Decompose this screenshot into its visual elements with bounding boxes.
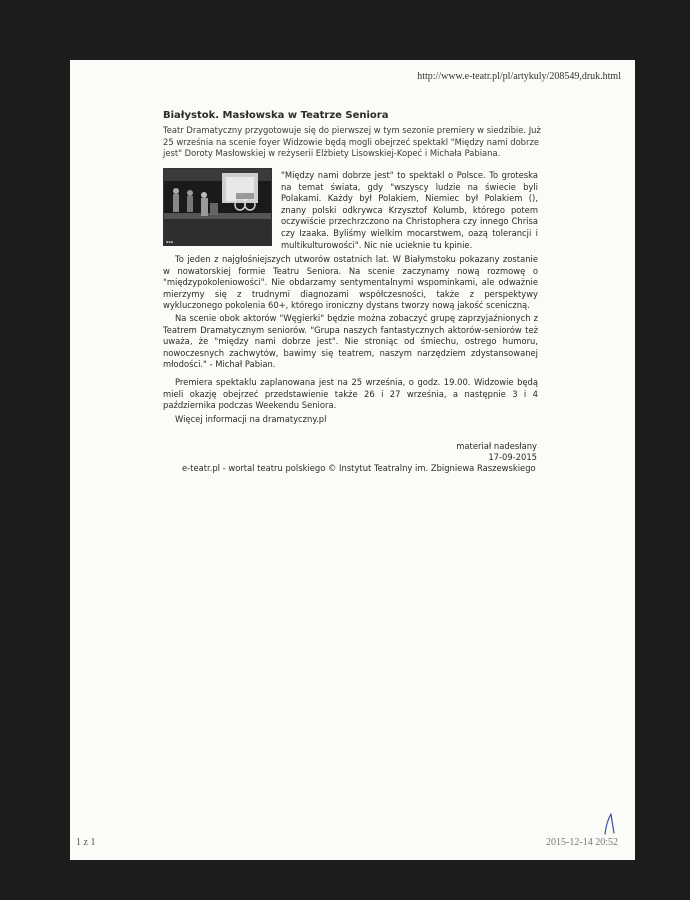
photo-caption: ▪▪▪ bbox=[166, 240, 174, 244]
source-label: materiał nadesłany bbox=[456, 441, 537, 451]
article-date: 17-09-2015 bbox=[488, 451, 537, 462]
article-paragraph: Na scenie obok aktorów "Węgierki" będzie można zobaczyć grupę zaprzyjaźnionych z Teatrem Dramatycznym seniorów. "Grupa naszych fantastycznych aktorów-seniorów też uważa, że "między nami dobrze jest". Nie stroniąc od śmiechu, ostrego humoru, nowoczesnych zachwytów, bawimy się teatrem, naszym narzędziem zdystansowanej młodości." - Michał Pabian. bbox=[163, 313, 538, 370]
article-paragraph: "Między nami dobrze jest" to spektakl o Polsce. To groteska na temat świata, gdy "wszyscy ludzie na świecie byli Polakami. Każdy był Polakiem, Niemiec był Polakiem (), znany polski odkrywca Krzysztof Kolumb, którego potem oczywiście przechrzczono na Christophera czy innego Chrisa czy Izaaka. Byliśmy wielkim mocarstwem, oazą tolerancji i multikulturowości". Nic nie ucieknie tu kpinie. bbox=[281, 170, 538, 250]
article-photo bbox=[163, 168, 272, 246]
article-paragraph: Premiera spektaklu zaplanowana jest na 25 września, o godz. 19.00. Widzowie będą mieli okazję obejrzeć przedstawienie także 26 i 27 września, a następnie 3 i 4 października podczas Weekendu Seniora. bbox=[163, 377, 538, 411]
handwritten-mark-icon bbox=[602, 812, 616, 836]
more-info-link[interactable]: Więcej informacji na dramatyczny.pl bbox=[175, 414, 327, 424]
page-number: 1 z 1 bbox=[76, 837, 96, 848]
page-footer: e-teatr.pl - wortal teatru polskiego © Instytut Teatralny im. Zbigniewa Raszewskiego bbox=[182, 463, 536, 473]
stage-photo-image bbox=[164, 169, 271, 245]
page-url[interactable]: http://www.e-teatr.pl/pl/artykuly/208549,druk.html bbox=[417, 71, 621, 82]
article-title: Białystok. Masłowska w Teatrze Seniora bbox=[163, 110, 389, 121]
article-source bbox=[456, 441, 537, 462]
article-lead: Teatr Dramatyczny przygotowuje się do pierwszej w tym sezonie premiery w siedzibie. Już 25 września na scenie foyer Widzowie będą mogli obejrzeć spektakl "Między nami dobrze jest" Doroty Masłowskiej w reżyserii Elżbiety Lisowskiej-Kopeć i Michała Pabiana. bbox=[163, 125, 541, 158]
print-timestamp: 2015-12-14 20:52 bbox=[546, 837, 618, 848]
article-paragraph: To jeden z najgłośniejszych utworów ostatnich lat. W Białymstoku pokazany zostanie w nowatorskiej formie Teatru Seniora. Na scenie zaczynamy nową rozmowę o "międzypokoleniowości". Nie obdarzamy sentymentalnymi wspominkami, ale odważnie mierzymy się z trudnymi diagnozami współczesności, także z perspektywy wykluczonego pokolenia 60+, którego ironiczny dystans tworzy nową jakość sceniczną. bbox=[163, 254, 538, 311]
document-page bbox=[70, 60, 635, 860]
